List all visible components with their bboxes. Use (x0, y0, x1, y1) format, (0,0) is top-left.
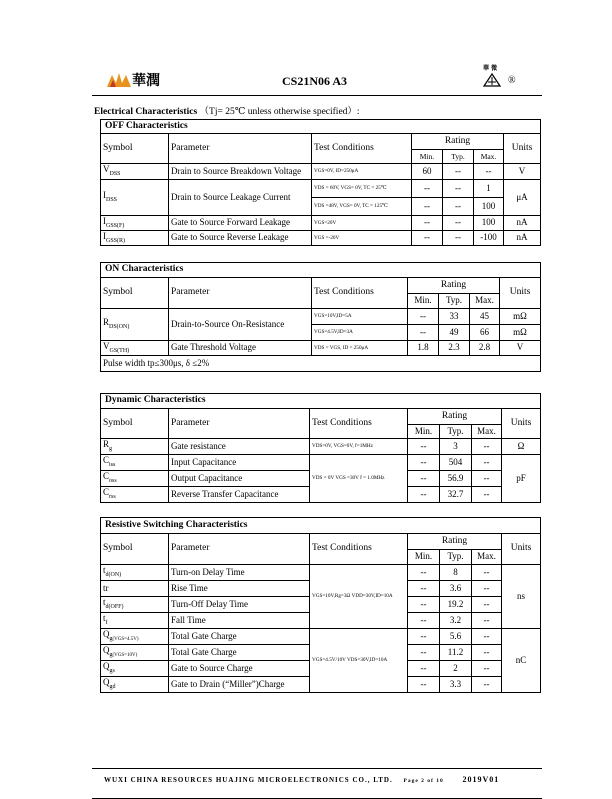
footer-company: WUXI CHINA RESOURCES HUAJING MICROELECTRONICS CO., LTD. (104, 776, 393, 784)
table-cell: Gate to Drain (“Miller”)Charge (169, 677, 310, 693)
table-row (101, 629, 541, 645)
col-units: Units (500, 278, 541, 309)
table-cell: -- (472, 581, 502, 597)
table-cell: -- (412, 198, 443, 216)
col-typ: Typ. (440, 550, 472, 565)
table-cell: VDS = 0V VGS =30V f = 1.0MHz (310, 455, 408, 503)
table-cell: VDS =48V, VGS= 0V, TC = 125℃ (312, 198, 412, 216)
table-cell: Gate to Source Charge (169, 661, 310, 677)
table-cell: -- (472, 661, 502, 677)
table-cell: -- (472, 471, 502, 487)
col-test-conditions: Test Conditions (310, 409, 408, 439)
col-rating: Rating (408, 534, 502, 550)
col-typ: Typ. (440, 425, 472, 439)
table-cell: VGS=10V,Rg=3Ω VDD=30V,ID=10A (310, 565, 408, 629)
col-max: Max. (474, 150, 504, 164)
col-units: Units (502, 534, 541, 565)
col-symbol: Symbol (101, 534, 169, 565)
table-cell: V (500, 341, 541, 356)
table-cell: VGS=4.5V/10V VDS=30V,ID=10A (310, 629, 408, 693)
table-cell: Gate Threshold Voltage (169, 341, 312, 356)
table-cell: 45 (470, 309, 500, 325)
table-cell: Gate to Source Reverse Leakage (169, 231, 312, 246)
table-cell: Drain-to-Source On-Resistance (169, 309, 312, 341)
table-cell: -- (408, 613, 440, 629)
off-characteristics-table (100, 119, 541, 246)
part-number: CS21N06 A3 (282, 74, 348, 88)
table-cell: VGS=0V, ID=250μA (312, 164, 412, 180)
table-cell: -- (408, 439, 440, 455)
table-cell: VGS=20V (312, 216, 412, 231)
table-cell: nA (504, 231, 541, 246)
col-test-conditions: Test Conditions (310, 534, 408, 565)
table-cell: Reverse Transfer Capacitance (169, 487, 310, 503)
table-cell: Input Capacitance (169, 455, 310, 471)
certification-seal (481, 66, 521, 90)
col-typ: Typ. (443, 150, 474, 164)
col-min: Min. (412, 150, 443, 164)
table-cell: -- (412, 216, 443, 231)
col-symbol: Symbol (101, 278, 169, 309)
table-cell: Drain to Source Breakdown Voltage (169, 164, 312, 180)
table-cell: -- (443, 216, 474, 231)
table-cell: $R_g$ (101, 439, 169, 455)
table-cell: nA (504, 216, 541, 231)
table-cell: -- (472, 597, 502, 613)
table-cell: VDS = VGS, ID = 250μA (312, 341, 408, 356)
table-cell: -- (443, 198, 474, 216)
col-test-conditions: Test Conditions (312, 134, 412, 164)
table-cell: -- (474, 164, 504, 180)
table-cell: 8 (440, 565, 472, 581)
table-cell: -- (443, 231, 474, 246)
table-cell: $R_{DS(ON)}$ (101, 309, 169, 341)
table-cell: $t_{d(OFF)}$ (101, 597, 169, 613)
table-cell: 11.2 (440, 645, 472, 661)
table-cell: $C_{oss}$ (101, 471, 169, 487)
col-min: Min. (408, 294, 439, 309)
table-cell: $Q_{gs}$ (101, 661, 169, 677)
section-title: ON Characteristics (101, 263, 541, 278)
footer (104, 775, 499, 784)
table-row (101, 216, 541, 231)
table-cell: 60 (412, 164, 443, 180)
table-cell: 32.7 (440, 487, 472, 503)
intro-line (94, 108, 360, 118)
pulse-note: Pulse width tp≤300μs, δ ≤2% (101, 356, 541, 372)
table-cell: -- (408, 471, 440, 487)
footer-version: 2019V01 (462, 775, 500, 784)
col-typ: Typ. (439, 294, 470, 309)
table-cell: 19.2 (440, 597, 472, 613)
table-cell: $C_{iss}$ (101, 455, 169, 471)
table-cell: VGS =-20V (312, 231, 412, 246)
table-cell: -- (472, 645, 502, 661)
col-test-conditions: Test Conditions (312, 278, 408, 309)
table-cell: tr (101, 581, 169, 597)
table-cell: -100 (474, 231, 504, 246)
table-cell: $I_{DSS}$ (101, 180, 169, 216)
table-cell: VGS=10V,ID=5A (312, 309, 408, 325)
table-cell: -- (472, 439, 502, 455)
table-cell: -- (408, 597, 440, 613)
table-row (101, 565, 541, 581)
table-cell: Gate resistance (169, 439, 310, 455)
col-max: Max. (472, 425, 502, 439)
section-title: OFF Characteristics (101, 120, 541, 134)
section-title: Resistive Switching Characteristics (101, 518, 541, 534)
table-cell: -- (472, 677, 502, 693)
table-cell: -- (472, 487, 502, 503)
table-cell: $V_{DSS}$ (101, 164, 169, 180)
table-cell: 66 (470, 325, 500, 341)
table-cell: -- (408, 661, 440, 677)
col-min: Min. (408, 425, 440, 439)
table-cell: ns (502, 565, 541, 629)
table-cell: -- (443, 164, 474, 180)
table-row (101, 180, 541, 198)
table-cell: mΩ (500, 309, 541, 325)
table-cell: $t_{d(ON)}$ (101, 565, 169, 581)
col-max: Max. (472, 550, 502, 565)
table-row (101, 231, 541, 246)
col-symbol: Symbol (101, 409, 169, 439)
table-cell: 2.8 (470, 341, 500, 356)
table-cell: V (504, 164, 541, 180)
on-characteristics-table (100, 262, 541, 372)
col-max: Max. (470, 294, 500, 309)
table-cell: $t_f$ (101, 613, 169, 629)
table-cell: -- (408, 487, 440, 503)
col-units: Units (502, 409, 541, 439)
table-cell: -- (408, 629, 440, 645)
table-cell: mΩ (500, 325, 541, 341)
table-cell: -- (443, 180, 474, 198)
table-cell: VGS=4.5V,ID=3A (312, 325, 408, 341)
table-cell: 5.6 (440, 629, 472, 645)
table-cell: $Q_{g(VGS=10V)}$ (101, 645, 169, 661)
table-cell: -- (472, 629, 502, 645)
table-cell: Total Gate Charge (169, 645, 310, 661)
table-cell: -- (408, 677, 440, 693)
table-cell: 100 (474, 198, 504, 216)
registered-mark: ® (508, 75, 516, 86)
table-cell: $V_{GS(TH)}$ (101, 341, 169, 356)
intro-condition: （Tj= 25℃ unless otherwise specified）: (199, 107, 360, 117)
table-cell: nC (502, 629, 541, 693)
col-units: Units (504, 134, 541, 164)
table-row (101, 341, 541, 356)
footer-rule-top (92, 768, 542, 769)
table-cell: $I_{GSS(R)}$ (101, 231, 169, 246)
table-cell: -- (408, 455, 440, 471)
table-row (101, 309, 541, 325)
table-cell: 3 (440, 439, 472, 455)
table-cell: 1 (474, 180, 504, 198)
col-symbol: Symbol (101, 134, 169, 164)
table-cell: Gate to Source Forward Leakage (169, 216, 312, 231)
table-cell: 1.8 (408, 341, 439, 356)
table-cell: 2.3 (439, 341, 470, 356)
table-cell: 3.2 (440, 613, 472, 629)
table-cell: -- (408, 309, 439, 325)
intro-label: Electrical Characteristics (94, 107, 198, 117)
table-cell: μA (504, 180, 541, 216)
header-rule (92, 95, 542, 96)
table-cell: 56.9 (440, 471, 472, 487)
table-cell: -- (412, 231, 443, 246)
seal-emblem-icon (483, 73, 501, 87)
table-cell: Rise Time (169, 581, 310, 597)
switching-characteristics-table (100, 517, 541, 693)
seal-text: 華 微 (483, 65, 498, 72)
footer-page: Page 2 of 10 (403, 778, 444, 784)
dynamic-characteristics-table (100, 393, 541, 503)
table-cell: Total Gate Charge (169, 629, 310, 645)
table-cell: Output Capacitance (169, 471, 310, 487)
table-cell: pF (502, 455, 541, 503)
company-logo (107, 67, 169, 89)
table-row (101, 455, 541, 471)
table-cell: -- (408, 581, 440, 597)
table-cell: 2 (440, 661, 472, 677)
table-cell: VDS=0V, VGS=0V, f=1MHz (310, 439, 408, 455)
table-cell: -- (472, 565, 502, 581)
logo-mark-icon (107, 69, 131, 89)
table-cell: Turn-on Delay Time (169, 565, 310, 581)
table-cell: -- (408, 565, 440, 581)
table-cell: 33 (439, 309, 470, 325)
table-cell: -- (408, 645, 440, 661)
table-cell: 3.6 (440, 581, 472, 597)
table-cell: $Q_{g(VGS=4.5V)}$ (101, 629, 169, 645)
table-row (101, 164, 541, 180)
col-parameter: Parameter (169, 278, 312, 309)
table-cell: Drain to Source Leakage Current (169, 180, 312, 216)
logo-text: 華潤 (132, 73, 160, 89)
col-min: Min. (408, 550, 440, 565)
table-cell: -- (412, 180, 443, 198)
table-cell: VDS = 60V, VGS= 0V, TC = 25℃ (312, 180, 412, 198)
col-parameter: Parameter (169, 409, 310, 439)
table-cell: 3.3 (440, 677, 472, 693)
table-row (101, 439, 541, 455)
col-rating: Rating (408, 409, 502, 425)
table-cell: Ω (502, 439, 541, 455)
col-rating: Rating (412, 134, 504, 150)
table-cell: 100 (474, 216, 504, 231)
table-cell: -- (472, 613, 502, 629)
table-cell: $C_{rss}$ (101, 487, 169, 503)
table-cell: 504 (440, 455, 472, 471)
table-cell: $Q_{gd}$ (101, 677, 169, 693)
col-rating: Rating (408, 278, 500, 294)
table-cell: Fall Time (169, 613, 310, 629)
table-cell: $I_{GSS(F)}$ (101, 216, 169, 231)
table-cell: -- (408, 325, 439, 341)
col-parameter: Parameter (169, 534, 310, 565)
table-cell: -- (472, 455, 502, 471)
section-title: Dynamic Characteristics (101, 394, 541, 409)
table-cell: Turn-Off Delay Time (169, 597, 310, 613)
col-parameter: Parameter (169, 134, 312, 164)
table-cell: 49 (439, 325, 470, 341)
